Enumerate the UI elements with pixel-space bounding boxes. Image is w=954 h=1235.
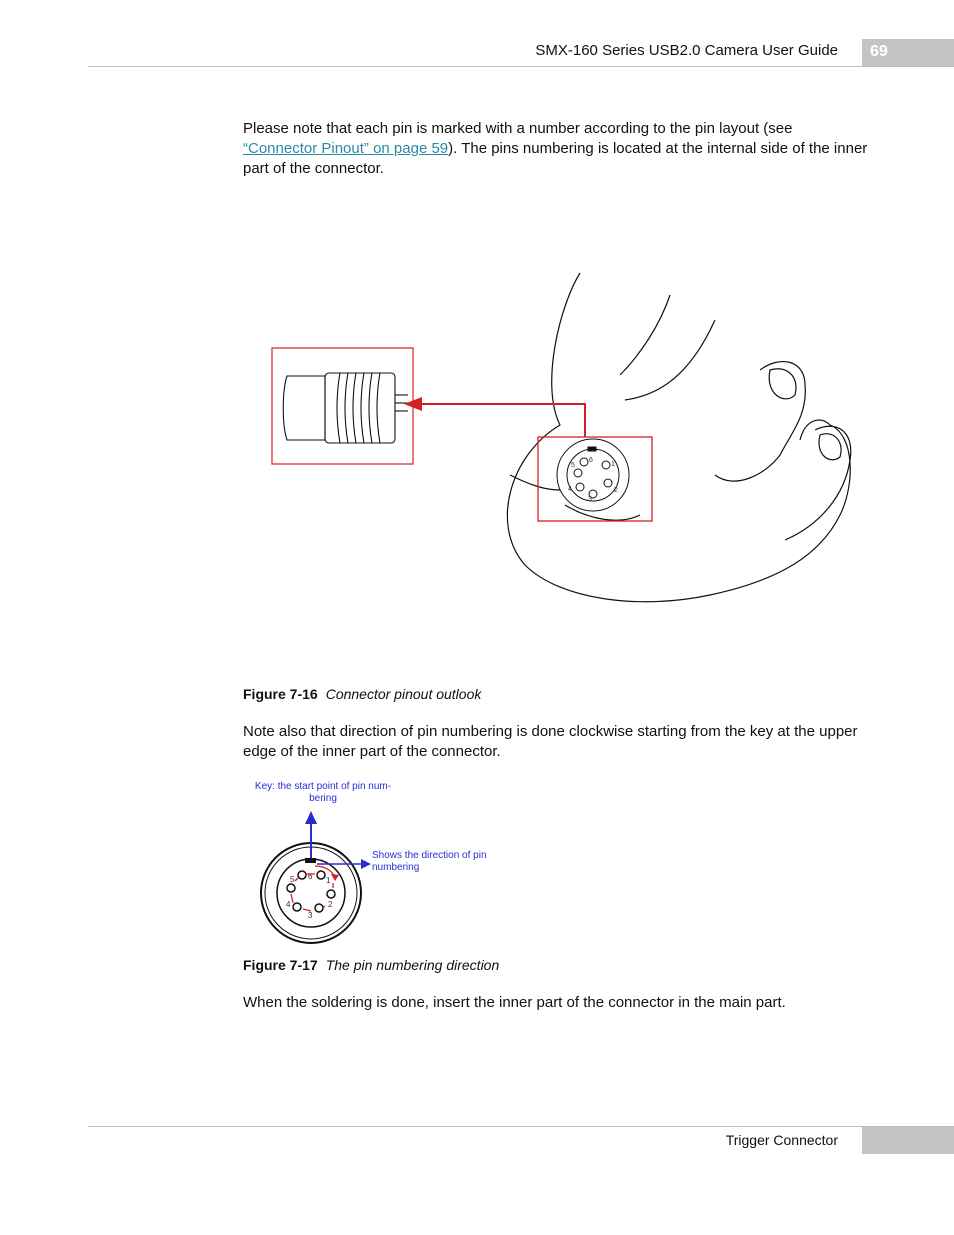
pin-label-6: 6 (589, 457, 593, 464)
figure-16-title: Connector pinout outlook (325, 686, 482, 702)
footer-box (862, 1127, 954, 1154)
thumb-outline (625, 320, 715, 400)
pin-6-hole (580, 458, 588, 466)
figure-16-caption (243, 686, 481, 702)
pin-6 (298, 871, 306, 879)
figure-16-number: Figure 7-16 (243, 686, 318, 702)
connector-face (557, 439, 629, 511)
soldering-paragraph: When the soldering is done, insert the inner part of the connector in the main part. (243, 994, 786, 1011)
connector-pointer-line (420, 404, 585, 437)
connector-side-view (283, 373, 408, 443)
intro-paragraph (243, 119, 868, 179)
pin-2 (327, 890, 335, 898)
pin-1-hole (602, 461, 610, 469)
pin-numbering-diagram (255, 808, 385, 948)
pin-3 (315, 904, 323, 912)
pin-label-2: 2 (614, 487, 618, 494)
footer-rule (88, 1126, 954, 1127)
diagram-pin-label-1: 1 (326, 876, 331, 885)
diagram-pin-label-2: 2 (328, 900, 333, 909)
pin-5-hole (574, 469, 582, 477)
key-arrow-head (305, 811, 317, 824)
header-title: SMX-160 Series USB2.0 Camera User Guide (535, 42, 838, 59)
finger-nail-lower (819, 434, 841, 460)
figure-17-number: Figure 7-17 (243, 957, 318, 973)
diagram-pin-label-3: 3 (308, 911, 313, 920)
pin-label-5: 5 (571, 462, 575, 469)
pin-5 (287, 884, 295, 892)
finger-upper (715, 362, 805, 482)
diagram-pin-label-5: 5 (290, 875, 295, 884)
pin-4 (293, 903, 301, 911)
pin-label-3: 3 (588, 496, 592, 503)
key-marker (305, 858, 316, 863)
connector-pinout-link[interactable]: “Connector Pinout” on page 59 (243, 140, 449, 157)
intro-text-end: ). The pins numbering is located at the internal side of the inner part of the connector. (243, 140, 868, 177)
side-view-highlight-box (272, 348, 413, 464)
figure-17-caption (243, 957, 499, 973)
finger-nail-upper (769, 369, 796, 399)
direction-annotation: Shows the direction of pin numbering (372, 850, 487, 873)
page-number: 69 (870, 43, 888, 60)
footer-section-label: Trigger Connector (725, 1132, 838, 1148)
direction-arrow-head (361, 859, 371, 869)
pin-direction-paragraph: Note also that direction of pin numbering is done clockwise starting from the key at the upper edge of the inner part of the connector. (243, 723, 858, 760)
pin-4-hole (576, 483, 584, 491)
pin-1 (317, 871, 325, 879)
pin-2-hole (604, 479, 612, 487)
intro-text-start: Please note that each pin is marked with a number according to the pin layout (see (243, 120, 793, 137)
connector-pinout-illustration (260, 265, 880, 615)
pin-label-1: 1 (611, 461, 615, 468)
diagram-pin-label-6: 6 (308, 872, 313, 881)
header-rule (88, 66, 954, 67)
pin-label-4: 4 (568, 486, 572, 493)
figure-17-title: The pin numbering direction (325, 957, 500, 973)
key-annotation: Key: the start point of pin num- bering (254, 781, 392, 804)
finger-lower (785, 426, 851, 540)
diagram-pin-label-4: 4 (286, 900, 291, 909)
